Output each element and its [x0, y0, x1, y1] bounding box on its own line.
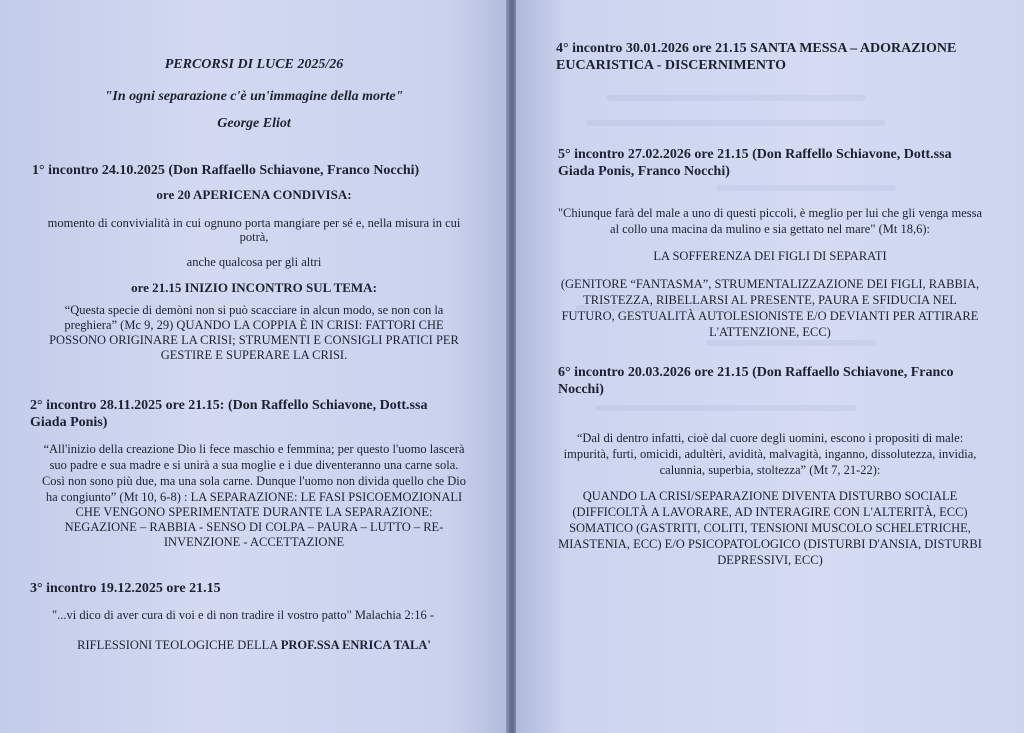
meeting2-heading: Giada Ponis)	[30, 415, 108, 430]
meeting6-body: QUANDO LA CRISI/SEPARAZIONE DIVENTA DISTURBO SOCIALE	[582, 489, 958, 503]
meeting6-body: DEPRESSIVI, ECC)	[717, 553, 823, 567]
meeting6-quote: calunnia, superbia, stoltezza” (Mt 7, 21-22):	[659, 463, 881, 477]
meeting6-body: SOMATICO (GASTRITI, COLITI, TENSIONI MUSCOLO SCHELETRICHE,	[569, 521, 971, 535]
meeting5-quote: "Chiunque farà del male a uno di questi piccoli, è meglio per lui che gli venga messa	[557, 206, 983, 220]
meeting1-body: “Questa specie di demòni non si può scacciare in alcun modo, se non con la	[64, 303, 444, 317]
meeting2-body: INVENZIONE - ACCETTAZIONE	[163, 535, 345, 549]
meeting2-body: “All'inizio della creazione Dio li fece maschio e femmina; per questo l'uomo lascerà	[43, 442, 465, 456]
meeting5-heading: Giada Ponis, Franco Nocchi)	[558, 164, 730, 179]
meeting3-body-prefix: RIFLESSIONI TEOLOGICHE DELLA	[77, 638, 281, 652]
meeting5-body: TRISTEZZA, RIBELLARSI AL PRESENTE, PAURA E SFIDUCIA NEL	[583, 293, 957, 307]
meeting1-subheading-topic: ore 21.15 INIZIO INCONTRO SUL TEMA:	[131, 280, 377, 295]
meeting5-body: (GENITORE “FANTASMA”, STRUMENTALIZZAZIONE DEI FIGLI, RABBIA,	[560, 277, 980, 291]
meeting1-desc: momento di convivialità in cui ognuno porta mangiare per sé e, nella misura in cui	[47, 216, 461, 230]
meeting5-quote: al collo una macina da mulino e sia gettato nel mare" (Mt 18,6):	[610, 222, 930, 236]
meeting6-quote: impurità, furti, omicidi, adultèri, avidità, malvagità, inganno, dissolutezza, invidia,	[563, 447, 977, 461]
meeting5-body: FUTURO, GESTUALITÀ AUTOLESIONISTE E/O DEVIANTI PER ATTIRARE	[561, 309, 979, 323]
meeting2-body: NEGAZIONE – RABBIA - SENSO DI COLPA – PAURA – LUTTO – RE-	[64, 520, 444, 534]
meeting6-body: MIASTENIA, ECC) E/O PSICOPATOLOGICO (DISTURBI D'ANSIA, DISTURBI	[558, 537, 982, 551]
meeting2-body: CHE VENGONO SPERIMENTATE DURANTE LA SEPARAZIONE:	[75, 505, 433, 519]
meeting2-body: suo padre e sua madre e si unirà a sua moglie e i due diventeranno una carne sola.	[49, 458, 459, 472]
epigraph-author: George Eliot	[217, 116, 291, 131]
meeting1-heading: 1° incontro 24.10.2025 (Don Raffaello Schiavone, Franco Nocchi)	[32, 163, 420, 178]
meeting6-quote: “Dal di dentro infatti, cioè dal cuore degli uomini, escono i propositi di male:	[576, 431, 964, 445]
meeting5-topic: LA SOFFERENZA DEI FIGLI DI SEPARATI	[653, 249, 887, 263]
meeting2-heading: 2° incontro 28.11.2025 ore 21.15: (Don Raffello Schiavone, Dott.ssa	[30, 398, 428, 413]
right-page	[516, 0, 1024, 733]
meeting2-body: Così non sono più due, ma una sola carne. Dunque l'uomo non divida quello che Dio	[41, 474, 467, 488]
meeting3-quote: "...vi dico di aver cura di voi e di non tradire il vostro patto" Malachia 2:16 -	[52, 608, 434, 622]
meeting6-body: (DIFFICOLTÀ A LAVORARE, AD INTERAGIRE CON L'ALTERITÀ, ECC)	[572, 505, 968, 519]
left-page	[0, 0, 508, 733]
meeting1-desc: potrà,	[239, 230, 269, 244]
meeting1-body: preghiera” (Mc 9, 29) QUANDO LA COPPIA È IN CRISI: FATTORI CHE	[64, 318, 444, 332]
meeting5-body: L'ATTENZIONE, ECC)	[709, 325, 831, 339]
meeting1-desc: anche qualcosa per gli altri	[186, 255, 322, 269]
meeting2-body: ha congiunto” (Mt 10, 6-8) : LA SEPARAZIONE: LE FASI PSICOEMOZIONALI	[45, 490, 463, 504]
meeting3-body	[0, 638, 508, 654]
meeting6-heading: 6° incontro 20.03.2026 ore 21.15 (Don Raffaello Schiavone, Franco	[558, 365, 954, 380]
meeting1-subheading-apericena: ore 20 APERICENA CONDIVISA:	[156, 187, 352, 202]
meeting6-heading: Nocchi)	[558, 382, 604, 397]
meeting1-body: GESTIRE E SUPERARE LA CRISI.	[160, 348, 348, 362]
meeting4-heading: EUCARISTICA - DISCERNIMENTO	[556, 58, 787, 73]
epigraph-quote: "In ogni separazione c'è un'immagine della morte"	[104, 89, 404, 104]
meeting4-heading: 4° incontro 30.01.2026 ore 21.15 SANTA MESSA – ADORAZIONE	[556, 41, 957, 56]
meeting3-speaker: PROF.SSA ENRICA TALA'	[280, 638, 431, 652]
meeting3-heading: 3° incontro 19.12.2025 ore 21.15	[30, 581, 221, 596]
meeting1-body: POSSONO ORIGINARE LA CRISI; STRUMENTI E CONSIGLI PRATICI PER	[49, 333, 459, 347]
document-title: PERCORSI DI LUCE 2025/26	[164, 57, 344, 72]
meeting5-heading: 5° incontro 27.02.2026 ore 21.15 (Don Raffello Schiavone, Dott.ssa	[558, 147, 952, 162]
